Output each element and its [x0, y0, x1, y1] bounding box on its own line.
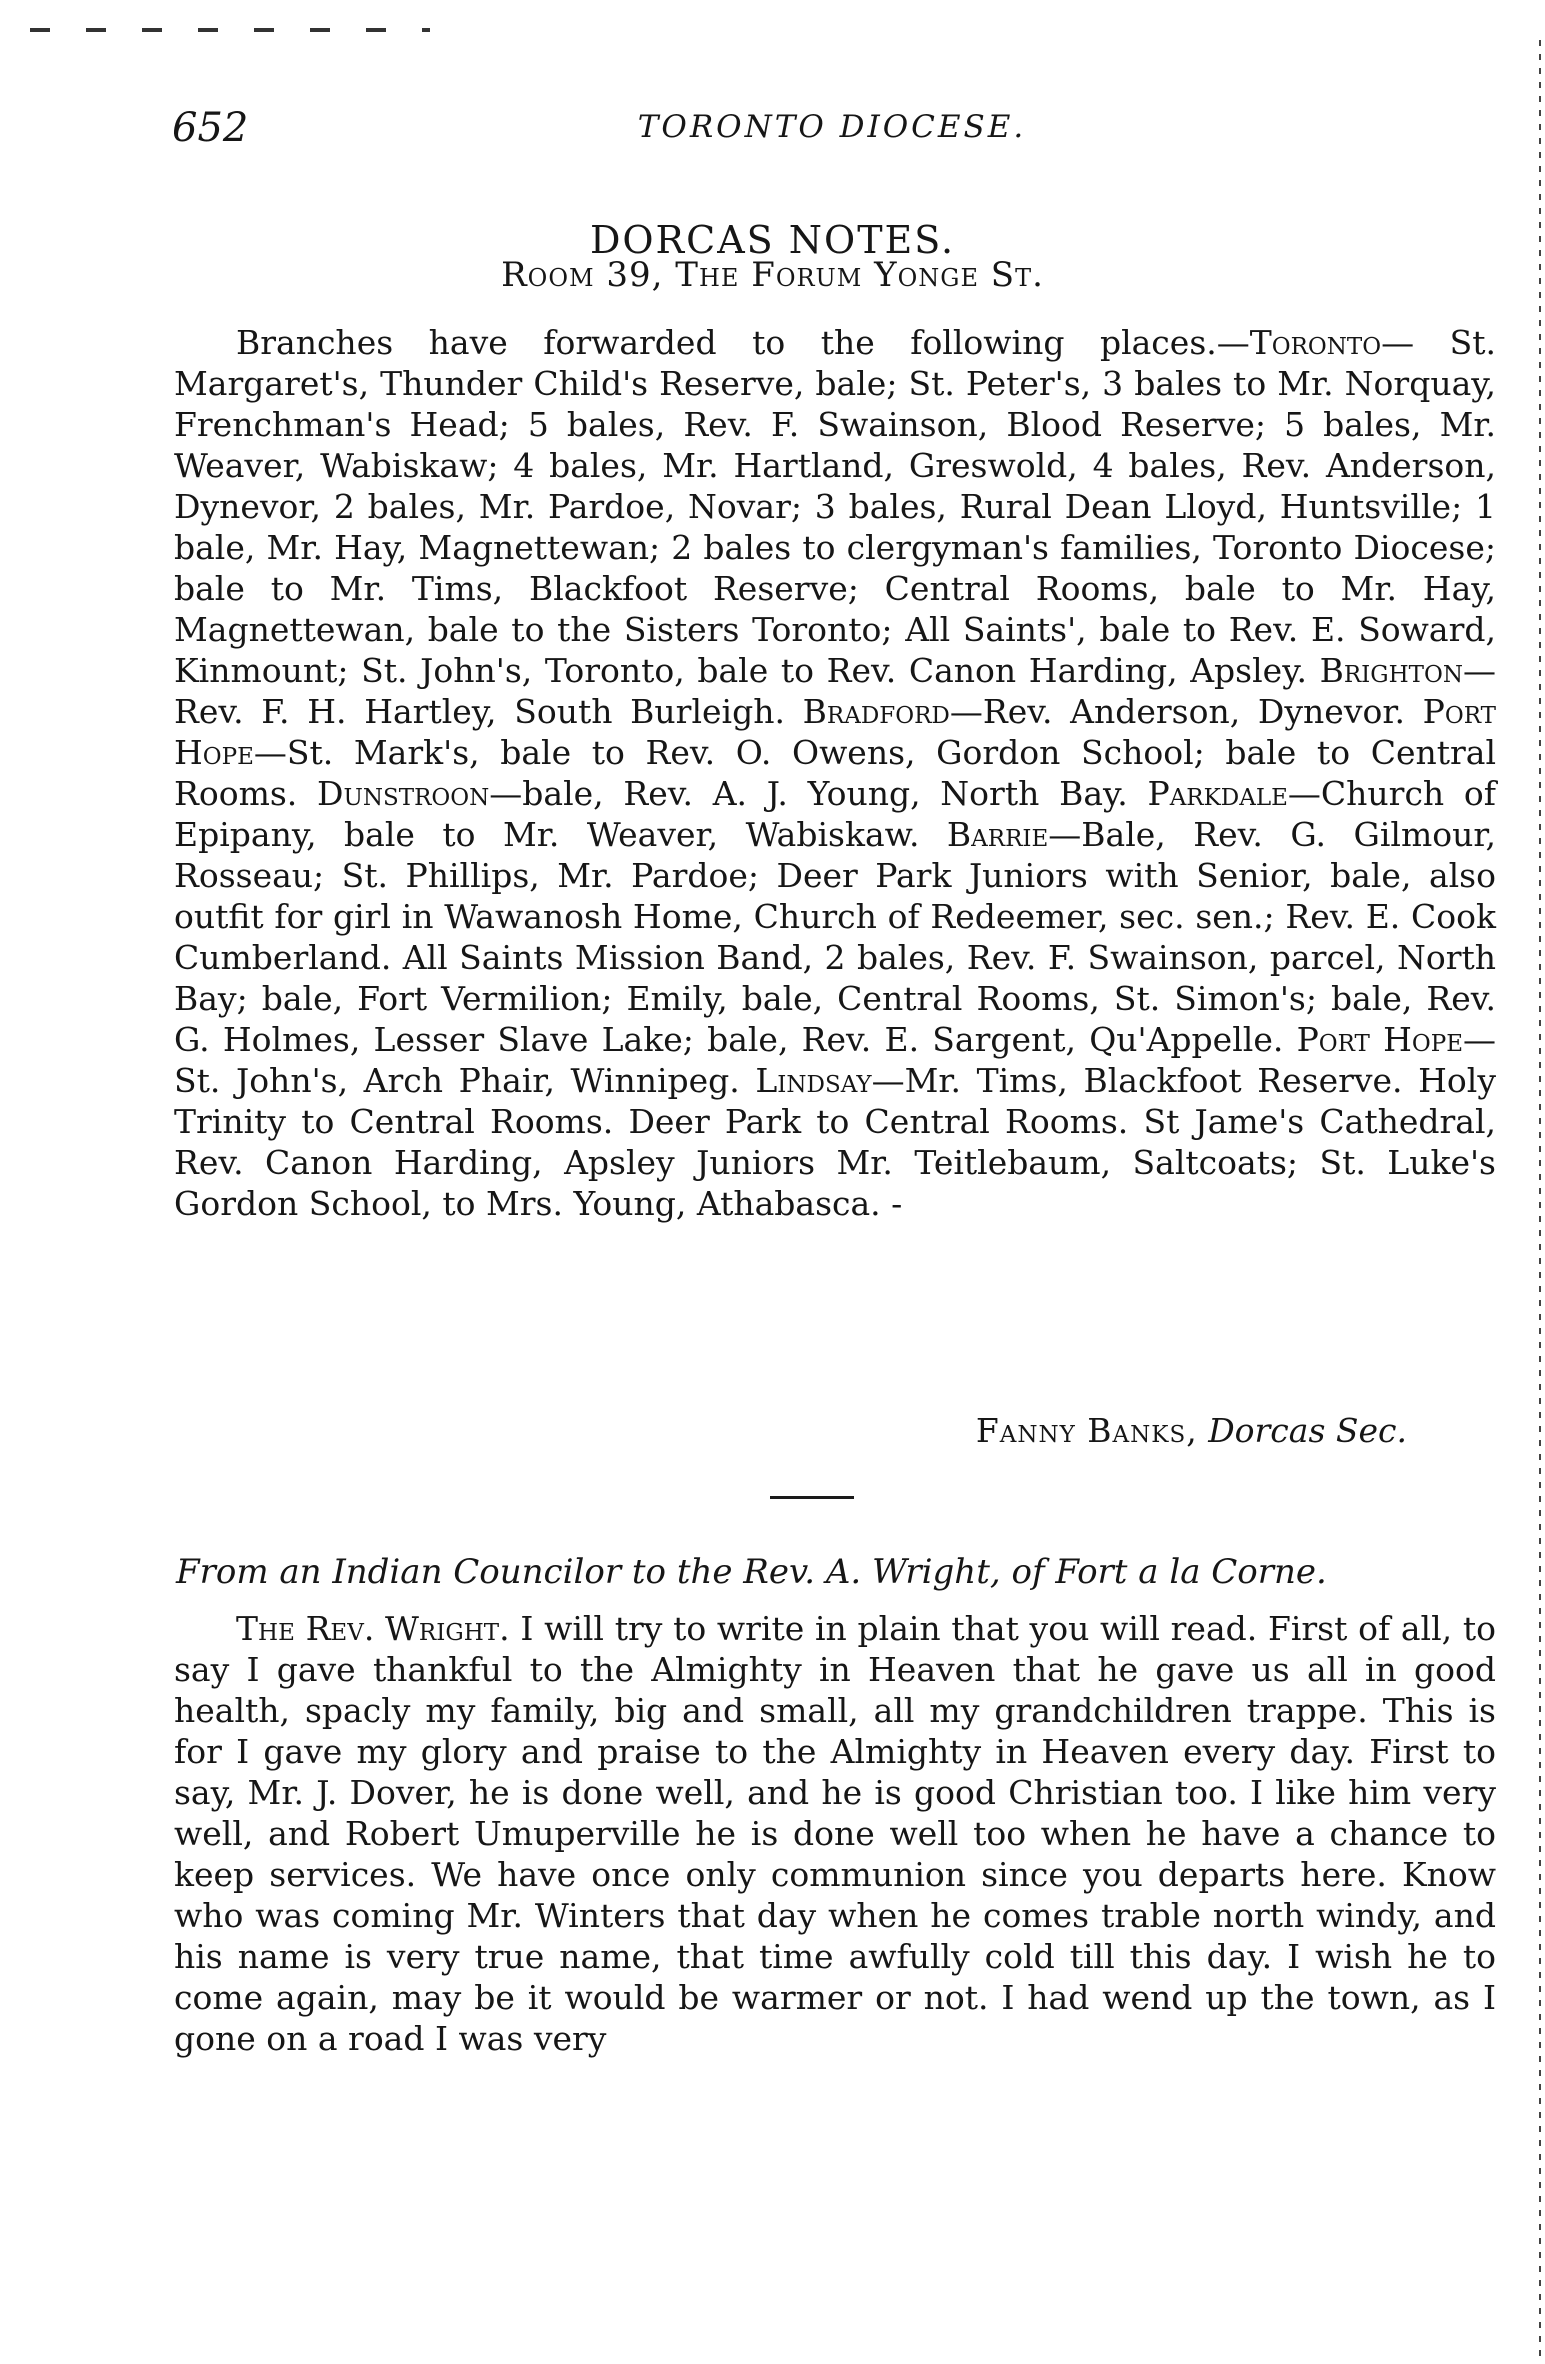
text-run: —Rev. F. H. Hartley, South Burleigh.: [174, 651, 1496, 731]
letter-salutation: The Rev. Wright.: [236, 1609, 510, 1648]
place-barrie: Barrie: [946, 815, 1049, 854]
signature-role: Dorcas Sec.: [1208, 1411, 1407, 1450]
place-dunstroon: Dunstroon: [317, 774, 490, 813]
place-toronto: Toronto: [1249, 323, 1382, 362]
signature: [976, 1411, 1407, 1450]
text-run: —Rev. Anderson, Dynevor.: [949, 692, 1423, 731]
text-run: —St. John's, Arch Phair, Winnipeg.: [174, 1020, 1496, 1100]
section-address: Room 39, The Forum Yonge St.: [501, 255, 1044, 295]
section-title: DORCAS NOTES.: [589, 218, 956, 262]
letter-body: I will try to write in plain that you will read. First of all, to say I gave thankful to the Almighty in Heaven that he gave us all in good health, spacly my family, big and small, all my grandchildren trappe. This is for I gave my glory and praise to the Almighty in Heaven every day. First to say, Mr. J. Dover, he is done well, and he is good Christian too. I like him very well, and Robert Umuperville he is done well too when he have a chance to keep services. We have once only communion since you departs here. Know who was coming Mr. Winters that day when he comes trable north windy, and his name is very true name, that time awfully cold till this day. I wish he to come again, may be it would be warmer or not. I had wend up the town, as I gone on a road I was very: [174, 1609, 1497, 2058]
signature-name: Fanny Banks,: [975, 1411, 1198, 1450]
letter-heading: From an Indian Councilor to the Rev. A. Wright, of Fort a la Corne.: [176, 1552, 1327, 1592]
dorcas-notes-paragraph: [174, 322, 1496, 1224]
text-run: Branches have forwarded to the following places.—: [236, 323, 1250, 362]
running-title: TORONTO DIOCESE.: [637, 109, 1027, 145]
text-run: —St. Mark's, bale to Rev. O. Owens, Gordon School; bale to Central Rooms.: [174, 733, 1496, 813]
letter-paragraph: [174, 1608, 1496, 2059]
section-divider: [770, 1496, 854, 1499]
running-head: [172, 105, 1492, 165]
page-number: 652: [172, 105, 249, 151]
place-brighton: Brighton: [1319, 651, 1463, 690]
place-lindsay: Lindsay: [755, 1061, 872, 1100]
place-port-hope: Port Hope: [1296, 1020, 1463, 1059]
text-run: —Bale, Rev. G. Gilmour, Rosseau; St. Phillips, Mr. Pardoe; Deer Park Juniors with Senior, bale, also outfit for girl in Wawanosh Home, Church of Redeemer, sec. sen.; Rev. E. Cook Cumberland. All Saints Mission Band, 2 bales, Rev. F. Swainson, parcel, North Bay; bale, Fort Vermilion; Emily, bale, Central Rooms, St. Simon's; bale, Rev. G. Holmes, Lesser Slave Lake; bale, Rev. E. Sargent, Qu'Appelle.: [174, 815, 1496, 1059]
text-run: — St. Margaret's, Thunder Child's Reserve, bale; St. Peter's, 3 bales to Mr. Norquay, Frenchman's Head; 5 bales, Rev. F. Swainson, Blood Reserve; 5 bales, Mr. Weaver, Wabiskaw; 4 bales, Mr. Hartland, Greswold, 4 bales, Rev. Anderson, Dynevor, 2 bales, Mr. Pardoe, Novar; 3 bales, Rural Dean Lloyd, Huntsville; 1 bale, Mr. Hay, Magnettewan; 2 bales to clergyman's families, Toronto Diocese; bale to Mr. Tims, Blackfoot Reserve; Central Rooms, bale to Mr. Hay, Magnettewan, bale to the Sisters Toronto; All Saints', bale to Rev. E. Soward, Kinmount; St. John's, Toronto, bale to Rev. Canon Harding, Apsley.: [174, 323, 1496, 690]
text-run: —Church of Epipany, bale to Mr. Weaver, Wabiskaw.: [174, 774, 1497, 854]
scan-artifact-marks: [30, 28, 430, 32]
place-port-hope: Port Hope: [174, 692, 1496, 772]
text-run: —Mr. Tims, Blackfoot Reserve. Holy Trinity to Central Rooms. Deer Park to Central Rooms. St Jame's Cathedral, Rev. Canon Harding, Apsley Juniors Mr. Teitlebaum, Saltcoats; St. Luke's Gordon School, to Mrs. Young, Athabasca. -: [174, 1061, 1497, 1223]
text-run: —bale, Rev. A. J. Young, North Bay.: [489, 774, 1148, 813]
place-bradford: Bradford: [802, 692, 950, 731]
place-parkdale: Parkdale: [1147, 774, 1288, 813]
scan-edge-line: [1539, 40, 1541, 2360]
